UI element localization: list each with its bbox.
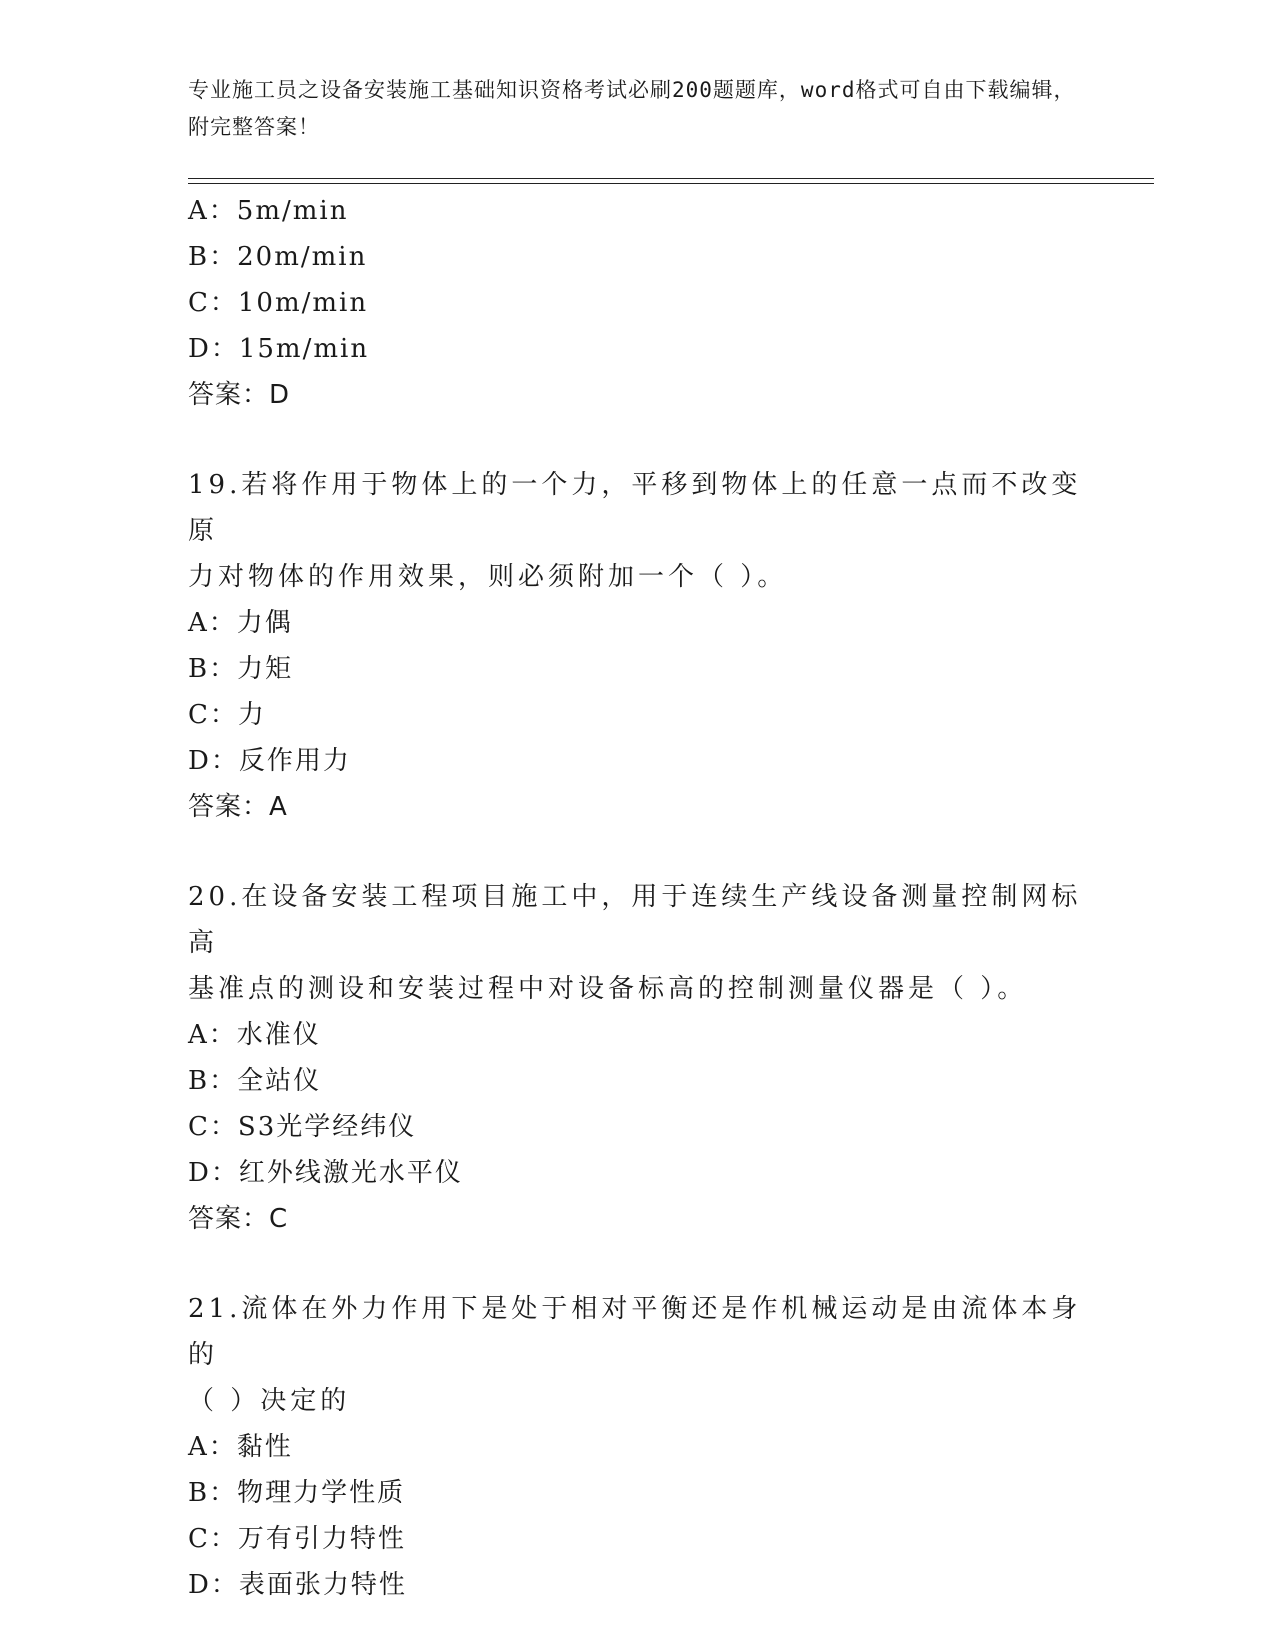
question-list: [188, 188, 1088, 1608]
question-21: [188, 1286, 1088, 1608]
question-stem-line-1: 19.若将作用于物体上的一个力，平移到物体上的任意一点而不改变原: [188, 470, 1082, 546]
header-divider-top: [188, 178, 1154, 179]
option-d: D：反作用力: [188, 746, 351, 776]
question-stem-line-2: 力对物体的作用效果，则必须附加一个（ ）。: [188, 562, 788, 592]
question-stem-line-2: （ ）决定的: [188, 1386, 351, 1416]
option-a: A：5m/min: [188, 196, 349, 226]
option-b: B：力矩: [188, 654, 294, 684]
option-c: C：10m/min: [188, 288, 369, 318]
option-b: B：物理力学性质: [188, 1478, 406, 1508]
question-18-partial: [188, 188, 1088, 418]
question-19: [188, 462, 1088, 830]
option-d: D：红外线激光水平仪: [188, 1158, 463, 1188]
header-divider-bottom: [188, 183, 1154, 184]
answer-line: 答案：A: [188, 792, 288, 822]
answer-line: 答案：C: [188, 1204, 289, 1234]
question-20: [188, 874, 1088, 1242]
option-b: B：20m/min: [188, 242, 368, 272]
question-stem-line-1: 21.流体在外力作用下是处于相对平衡还是作机械运动是由流体本身的: [188, 1294, 1082, 1370]
option-d: D：表面张力特性: [188, 1570, 407, 1600]
option-a: A：黏性: [188, 1432, 293, 1462]
question-stem-line-1: 20.在设备安装工程项目施工中，用于连续生产线设备测量控制网标高: [188, 882, 1082, 958]
option-b: B：全站仪: [188, 1066, 322, 1096]
question-stem-line-2: 基准点的测设和安装过程中对设备标高的控制测量仪器是（ ）。: [188, 974, 1028, 1004]
option-c: C：力: [188, 700, 266, 730]
answer-line: 答案：D: [188, 380, 291, 410]
option-c: C：S3光学经纬仪: [188, 1112, 417, 1142]
document-header: 专业施工员之设备安装施工基础知识资格考试必刷200题题库，word格式可自由下载编辑，附完整答案！: [188, 78, 1076, 139]
option-a: A：水准仪: [188, 1020, 321, 1050]
option-c: C：万有引力特性: [188, 1524, 406, 1554]
option-d: D：15m/min: [188, 334, 370, 364]
option-a: A：力偶: [188, 608, 293, 638]
